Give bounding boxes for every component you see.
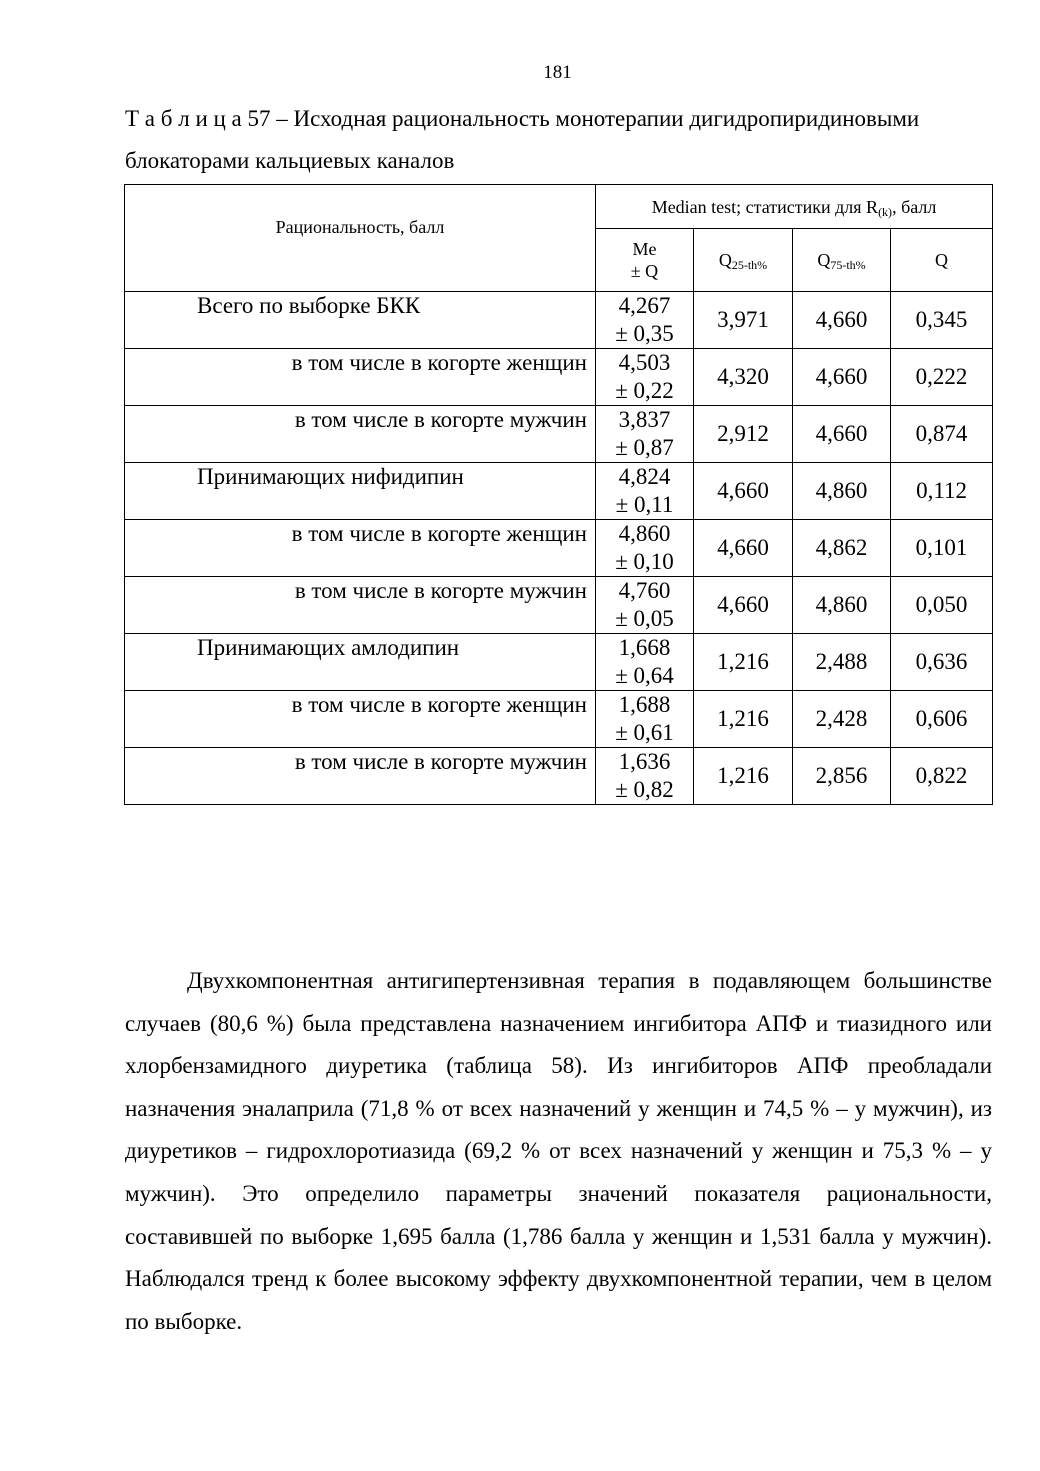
q25-cell: 1,216 bbox=[694, 691, 793, 748]
me-cell bbox=[596, 520, 694, 577]
me-value: 4,824 bbox=[618, 464, 671, 489]
me-value: 4,760 bbox=[618, 578, 671, 603]
me-value: 4,267 bbox=[618, 293, 671, 318]
body-paragraph: Двухкомпонентная антигипертензивная терапия в подавляющем большинстве случаев (80,6 %) была представлена назначением ингибитора АПФ и тиазидного или хлорбензамидного диуретика (таблица 58). Из ингибиторов АПФ преобладали назначения эналаприла (71,8 % от всех назначений у женщин и 74,5 % – у мужчин), из диуретиков – гидрохлоротиазида (69,2 % от всех назначений у женщин и 75,3 % – у мужчин). Это определило параметры значений показателя рациональности, составившей по выборке 1,695 балла (1,786 балла у женщин и 1,531 балла у мужчин). Наблюдался тренд к более высокому эффекту двухкомпонентной терапии, чем в целом по выборке. bbox=[125, 968, 992, 1334]
q75-cell: 4,660 bbox=[793, 292, 891, 349]
q-cell: 0,822 bbox=[891, 748, 993, 805]
q-cell: 0,345 bbox=[891, 292, 993, 349]
q25-cell: 1,216 bbox=[694, 748, 793, 805]
q75-cell: 4,660 bbox=[793, 406, 891, 463]
header-q25-label: Q bbox=[718, 250, 732, 270]
q25-cell: 1,216 bbox=[694, 634, 793, 691]
header-median-test-sub: (k) bbox=[878, 204, 893, 219]
row-label: Всего по выборке БКК bbox=[125, 292, 596, 349]
me-cell bbox=[596, 691, 694, 748]
me-spread: ± 0,05 bbox=[615, 606, 674, 631]
me-spread: ± 0,35 bbox=[615, 321, 674, 346]
table-row bbox=[125, 463, 993, 520]
q75-cell: 2,856 bbox=[793, 748, 891, 805]
header-q75-sub: 75-th% bbox=[830, 258, 866, 272]
q25-cell: 4,320 bbox=[694, 349, 793, 406]
q75-cell: 4,862 bbox=[793, 520, 891, 577]
q-cell: 0,112 bbox=[891, 463, 993, 520]
me-spread: ± 0,10 bbox=[615, 549, 674, 574]
row-label: в том числе в когорте мужчин bbox=[125, 406, 596, 463]
row-label: в том числе в когорте женщин bbox=[125, 349, 596, 406]
q-cell: 0,606 bbox=[891, 691, 993, 748]
me-value: 3,837 bbox=[618, 407, 671, 432]
q75-cell: 2,488 bbox=[793, 634, 891, 691]
row-label: Принимающих нифидипин bbox=[125, 463, 596, 520]
me-value: 4,860 bbox=[618, 521, 671, 546]
q25-cell: 4,660 bbox=[694, 520, 793, 577]
header-q75-label: Q bbox=[817, 250, 831, 270]
header-rationality bbox=[125, 185, 596, 292]
q-cell: 0,636 bbox=[891, 634, 993, 691]
me-spread: ± 0,22 bbox=[615, 378, 674, 403]
me-spread: ± 0,61 bbox=[615, 720, 674, 745]
table-row bbox=[125, 634, 993, 691]
table-row bbox=[125, 406, 993, 463]
table-row bbox=[125, 520, 993, 577]
me-spread: ± 0,87 bbox=[615, 435, 674, 460]
me-value: 1,636 bbox=[618, 749, 671, 774]
table-row bbox=[125, 349, 993, 406]
row-label: в том числе в когорте мужчин bbox=[125, 577, 596, 634]
me-value: 4,503 bbox=[618, 350, 671, 375]
q-cell: 0,050 bbox=[891, 577, 993, 634]
header-median-test-label: Median test; статистики для R bbox=[651, 196, 879, 217]
q75-cell: 4,660 bbox=[793, 349, 891, 406]
table-caption: Т а б л и ц а 57 – Исходная рациональность монотерапии дигидропиридиновыми блокаторами кальциевых каналов bbox=[125, 106, 920, 173]
header-median-test-unit: , балл bbox=[892, 196, 937, 217]
table-row bbox=[125, 292, 993, 349]
header-q-label: Q bbox=[935, 250, 949, 270]
me-cell bbox=[596, 292, 694, 349]
header-rationality-label: Рациональность, балл bbox=[275, 217, 445, 237]
table-row bbox=[125, 748, 993, 805]
me-cell bbox=[596, 748, 694, 805]
header-q25 bbox=[694, 229, 793, 292]
q75-cell: 4,860 bbox=[793, 577, 891, 634]
me-spread: ± 0,11 bbox=[615, 492, 674, 517]
me-spread: ± 0,82 bbox=[615, 777, 674, 802]
row-label: в том числе в когорте женщин bbox=[125, 520, 596, 577]
row-label: Принимающих амлодипин bbox=[125, 634, 596, 691]
q-cell: 0,101 bbox=[891, 520, 993, 577]
table-row bbox=[125, 577, 993, 634]
me-value: 1,688 bbox=[618, 692, 671, 717]
me-spread: ± 0,64 bbox=[615, 663, 674, 688]
q-cell: 0,874 bbox=[891, 406, 993, 463]
table-row bbox=[125, 691, 993, 748]
q25-cell: 3,971 bbox=[694, 292, 793, 349]
header-me-line1: Me bbox=[632, 239, 657, 259]
me-value: 1,668 bbox=[618, 635, 671, 660]
me-cell bbox=[596, 577, 694, 634]
q25-cell: 4,660 bbox=[694, 577, 793, 634]
q25-cell: 2,912 bbox=[694, 406, 793, 463]
page-number: 181 bbox=[543, 62, 572, 83]
me-cell bbox=[596, 634, 694, 691]
q75-cell: 4,860 bbox=[793, 463, 891, 520]
me-cell bbox=[596, 349, 694, 406]
header-median-test bbox=[596, 185, 993, 229]
header-me-line2: ± Q bbox=[630, 261, 659, 281]
row-label: в том числе в когорте женщин bbox=[125, 691, 596, 748]
q25-cell: 4,660 bbox=[694, 463, 793, 520]
header-q bbox=[891, 229, 993, 292]
header-me bbox=[596, 229, 694, 292]
header-q75 bbox=[793, 229, 891, 292]
me-cell bbox=[596, 463, 694, 520]
header-q25-sub: 25-th% bbox=[731, 258, 768, 272]
data-table bbox=[124, 184, 993, 805]
q-cell: 0,222 bbox=[891, 349, 993, 406]
row-label: в том числе в когорте мужчин bbox=[125, 748, 596, 805]
me-cell bbox=[596, 406, 694, 463]
q75-cell: 2,428 bbox=[793, 691, 891, 748]
